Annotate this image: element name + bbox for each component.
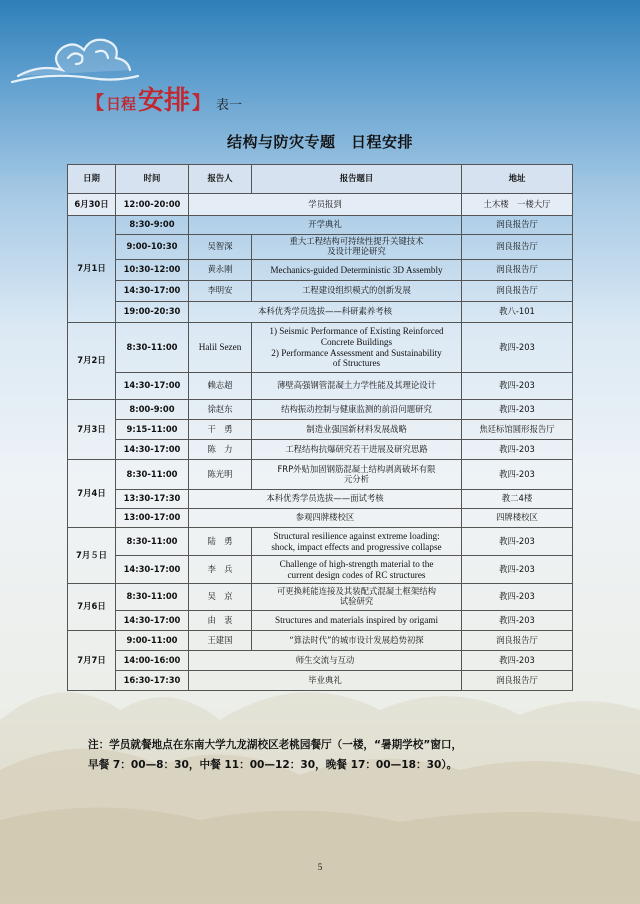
table-row (68, 323, 573, 373)
header-bracket-left: 【 (86, 93, 104, 114)
location-cell: 教四-203 (462, 651, 573, 671)
section-header (86, 80, 243, 116)
speaker-cell: 陆 勇 (189, 528, 252, 556)
col-header-location: 地址 (462, 165, 573, 194)
time-cell: 13:30-17:30 (116, 490, 189, 509)
time-cell: 14:30-17:00 (116, 611, 189, 631)
time-cell: 19:00-20:30 (116, 302, 189, 323)
speaker-cell: 李明安 (189, 281, 252, 302)
location-cell: 土木楼 一楼大厅 (462, 194, 573, 216)
speaker-cell: 干 勇 (189, 420, 252, 440)
table-row (68, 420, 573, 440)
location-cell: 润良报告厅 (462, 260, 573, 281)
location-cell: 润良报告厅 (462, 281, 573, 302)
table-row (68, 216, 573, 235)
speaker-cell: 赖志超 (189, 373, 252, 400)
header-small-text: 日程 (106, 95, 137, 113)
table-row (68, 611, 573, 631)
header-big-text: 安排 (138, 86, 191, 116)
location-cell: 教四-203 (462, 611, 573, 631)
time-cell: 14:30-17:00 (116, 281, 189, 302)
time-cell: 8:30-11:00 (116, 460, 189, 490)
location-cell: 教八-101 (462, 302, 573, 323)
date-cell: 7月1日 (68, 216, 116, 323)
location-cell: 润良报告厅 (462, 216, 573, 235)
topic-cell: 重大工程结构可持续性提升关键技术 及设计理论研究 (252, 235, 462, 260)
table-row (68, 671, 573, 691)
time-cell: 12:00-20:00 (116, 194, 189, 216)
table-row (68, 556, 573, 584)
table-row (68, 281, 573, 302)
time-cell: 14:00-16:00 (116, 651, 189, 671)
time-cell: 14:30-17:00 (116, 556, 189, 584)
table-row (68, 373, 573, 400)
location-cell: 教四-203 (462, 373, 573, 400)
speaker-cell: 徐赵东 (189, 400, 252, 420)
col-header-date: 日期 (68, 165, 116, 194)
table-row (68, 651, 573, 671)
topic-cell: 1) Seismic Performance of Existing Reinforced Concrete Buildings 2) Performance Assessment and Sustainability of Structures (252, 323, 462, 373)
footnote-line-1: 注：学员就餐地点在东南大学九龙湖校区老桃园餐厅（一楼，“暑期学校”窗口， (88, 739, 463, 751)
topic-cell: 制造业强国新材料发展战略 (252, 420, 462, 440)
location-cell: 教四-203 (462, 528, 573, 556)
page-title: 结构与防灾专题 日程安排 (226, 133, 413, 151)
speaker-cell: 由 衷 (189, 611, 252, 631)
date-cell: 7月2日 (68, 323, 116, 400)
time-cell: 13:00-17:00 (116, 509, 189, 528)
topic-cell: 可更换耗能连接及其装配式混凝土框架结构 试验研究 (252, 584, 462, 611)
speaker-cell: 陈 力 (189, 440, 252, 460)
topic-cell: 薄壁高强钢管混凝土力学性能及其理论设计 (252, 373, 462, 400)
topic-cell: Structures and materials inspired by origami (252, 611, 462, 631)
topic-cell: 工程结构抗爆研究若干进展及研究思路 (252, 440, 462, 460)
event-cell: 开学典礼 (189, 216, 462, 235)
page-number: 5 (317, 862, 323, 872)
date-cell: 7月５日 (68, 528, 116, 584)
speaker-cell: 吴智深 (189, 235, 252, 260)
col-header-speaker: 报告人 (189, 165, 252, 194)
location-cell: 润良报告厅 (462, 631, 573, 651)
time-cell: 8:30-9:00 (116, 216, 189, 235)
speaker-cell: 陈光明 (189, 460, 252, 490)
table-row (68, 194, 573, 216)
table-row (68, 631, 573, 651)
table-row (68, 302, 573, 323)
cloud-emblem-icon (10, 18, 140, 88)
topic-cell: 结构振动控制与健康监测的前沿问题研究 (252, 400, 462, 420)
table-row (68, 440, 573, 460)
speaker-cell: 黄永刚 (189, 260, 252, 281)
table-row (68, 400, 573, 420)
location-cell: 教四-203 (462, 556, 573, 584)
time-cell: 14:30-17:00 (116, 440, 189, 460)
location-cell: 润良报告厅 (462, 235, 573, 260)
topic-cell: Structural resilience against extreme loading: shock, impact effects and progressive collapse (252, 528, 462, 556)
location-cell: 教二4楼 (462, 490, 573, 509)
schedule-body (68, 194, 573, 691)
table-row (68, 584, 573, 611)
topic-cell: FRP外贴加固钢筋混凝土结构剥离破坏有限 元分析 (252, 460, 462, 490)
speaker-cell: 吴 京 (189, 584, 252, 611)
location-cell: 四牌楼校区 (462, 509, 573, 528)
topic-cell: Challenge of high-strength material to the current design codes of RC structures (252, 556, 462, 584)
col-header-topic: 报告题目 (252, 165, 462, 194)
event-cell: 本科优秀学员选拔——面试考核 (189, 490, 462, 509)
speaker-cell: 李 兵 (189, 556, 252, 584)
date-cell: 7月7日 (68, 631, 116, 691)
time-cell: 10:30-12:00 (116, 260, 189, 281)
header-bracket-right: 】 (192, 93, 211, 114)
date-cell: 6月30日 (68, 194, 116, 216)
time-cell: 8:30-11:00 (116, 323, 189, 373)
footnote (88, 735, 558, 775)
event-cell: 毕业典礼 (189, 671, 462, 691)
footnote-line-2: 早餐 7：00—8：30，中餐 11：00—12：30，晚餐 17：00—18：30）。 (88, 759, 458, 771)
location-cell: 润良报告厅 (462, 671, 573, 691)
date-cell: 7月6日 (68, 584, 116, 631)
time-cell: 9:15-11:00 (116, 420, 189, 440)
table-header-row (68, 165, 573, 194)
location-cell: 教四-203 (462, 323, 573, 373)
event-cell: 师生交流与互动 (189, 651, 462, 671)
topic-cell: 工程建设组织模式的创新发展 (252, 281, 462, 302)
event-cell: 参观四牌楼校区 (189, 509, 462, 528)
time-cell: 16:30-17:30 (116, 671, 189, 691)
date-cell: 7月4日 (68, 460, 116, 528)
location-cell: 教四-203 (462, 460, 573, 490)
table-row (68, 490, 573, 509)
time-cell: 9:00-11:00 (116, 631, 189, 651)
col-header-time: 时间 (116, 165, 189, 194)
location-cell: 焦廷标馆圆形报告厅 (462, 420, 573, 440)
event-cell: 本科优秀学员选拔——科研素养考核 (189, 302, 462, 323)
table-row (68, 509, 573, 528)
time-cell: 9:00-10:30 (116, 235, 189, 260)
topic-cell: “算法时代”的城市设计发展趋势初探 (252, 631, 462, 651)
location-cell: 教四-203 (462, 584, 573, 611)
schedule-table (67, 164, 573, 691)
event-cell: 学员报到 (189, 194, 462, 216)
speaker-cell: 王建国 (189, 631, 252, 651)
time-cell: 8:30-11:00 (116, 528, 189, 556)
table-row (68, 460, 573, 490)
table-row (68, 260, 573, 281)
time-cell: 8:30-11:00 (116, 584, 189, 611)
location-cell: 教四-203 (462, 400, 573, 420)
speaker-cell: Halil Sezen (189, 323, 252, 373)
time-cell: 8:00-9:00 (116, 400, 189, 420)
table-row (68, 528, 573, 556)
table-row (68, 235, 573, 260)
location-cell: 教四-203 (462, 440, 573, 460)
time-cell: 14:30-17:00 (116, 373, 189, 400)
topic-cell: Mechanics-guided Deterministic 3D Assembly (252, 260, 462, 281)
header-table-note: 表一 (216, 98, 243, 113)
date-cell: 7月3日 (68, 400, 116, 460)
